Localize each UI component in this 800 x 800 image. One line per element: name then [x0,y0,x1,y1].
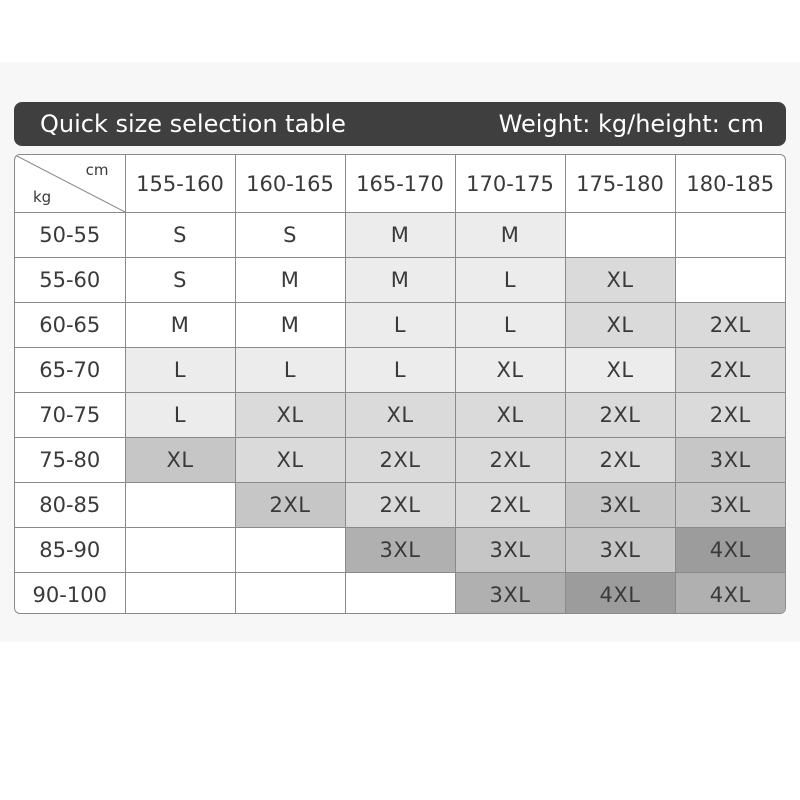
size-cell: S [235,213,345,258]
size-cell: S [125,258,235,303]
size-cell: 4XL [565,573,675,615]
weight-label: 55-60 [15,258,125,303]
size-cell: XL [565,303,675,348]
size-cell: 3XL [565,528,675,573]
size-cell: L [455,258,565,303]
size-cell [235,528,345,573]
weight-label: 75-80 [15,438,125,483]
size-cell [125,483,235,528]
size-cell: 2XL [675,303,785,348]
size-cell: 2XL [235,483,345,528]
size-cell: XL [565,348,675,393]
size-cell: 2XL [675,348,785,393]
size-cell [675,258,785,303]
weight-label: 60-65 [15,303,125,348]
header-row [15,155,785,213]
table-row [15,528,785,573]
height-header: 180-185 [675,155,785,213]
height-header: 155-160 [125,155,235,213]
size-cell: 2XL [345,483,455,528]
size-cell: 2XL [565,438,675,483]
size-cell: XL [455,348,565,393]
size-cell: L [235,348,345,393]
size-cell: XL [235,438,345,483]
size-cell: S [125,213,235,258]
size-cell: 3XL [565,483,675,528]
size-cell: L [125,393,235,438]
table-row [15,393,785,438]
table-title: Quick size selection table [40,110,346,138]
table-row [15,303,785,348]
size-cell: XL [235,393,345,438]
height-header: 170-175 [455,155,565,213]
size-cell: L [455,303,565,348]
weight-label: 85-90 [15,528,125,573]
weight-unit-label: kg [33,188,52,206]
size-cell [675,213,785,258]
size-cell [235,573,345,615]
size-cell: XL [455,393,565,438]
size-cell: 2XL [675,393,785,438]
size-cell: 3XL [455,528,565,573]
weight-label: 65-70 [15,348,125,393]
size-cell: XL [345,393,455,438]
weight-label: 50-55 [15,213,125,258]
size-cell: M [455,213,565,258]
size-cell: M [235,258,345,303]
size-cell: 4XL [675,573,785,615]
size-cell: M [235,303,345,348]
size-cell: M [345,258,455,303]
size-cell: 2XL [345,438,455,483]
weight-label: 70-75 [15,393,125,438]
size-cell: L [345,348,455,393]
size-cell: 4XL [675,528,785,573]
table-row [15,483,785,528]
table-row [15,258,785,303]
weight-label: 80-85 [15,483,125,528]
size-table [14,154,786,614]
height-unit-label: cm [85,161,109,179]
size-cell [565,213,675,258]
size-cell: 3XL [675,483,785,528]
corner-diagonal [15,155,125,212]
size-cell [125,528,235,573]
table-row [15,213,785,258]
size-cell: M [345,213,455,258]
title-bar [14,102,786,146]
weight-label: 90-100 [15,573,125,615]
size-cell: XL [565,258,675,303]
table-row [15,348,785,393]
table-body [15,213,785,615]
table-row [15,573,785,615]
size-cell: M [125,303,235,348]
size-cell: XL [125,438,235,483]
size-cell [125,573,235,615]
table-row [15,438,785,483]
size-cell: 3XL [675,438,785,483]
corner-cell [15,155,125,213]
size-cell: 2XL [565,393,675,438]
size-cell: 3XL [345,528,455,573]
height-header: 175-180 [565,155,675,213]
height-header: 165-170 [345,155,455,213]
height-header: 160-165 [235,155,345,213]
size-cell: 2XL [455,438,565,483]
units-label: Weight: kg/height: cm [498,110,764,138]
size-cell [345,573,455,615]
size-cell: L [125,348,235,393]
size-cell: 2XL [455,483,565,528]
size-cell: L [345,303,455,348]
size-cell: 3XL [455,573,565,615]
